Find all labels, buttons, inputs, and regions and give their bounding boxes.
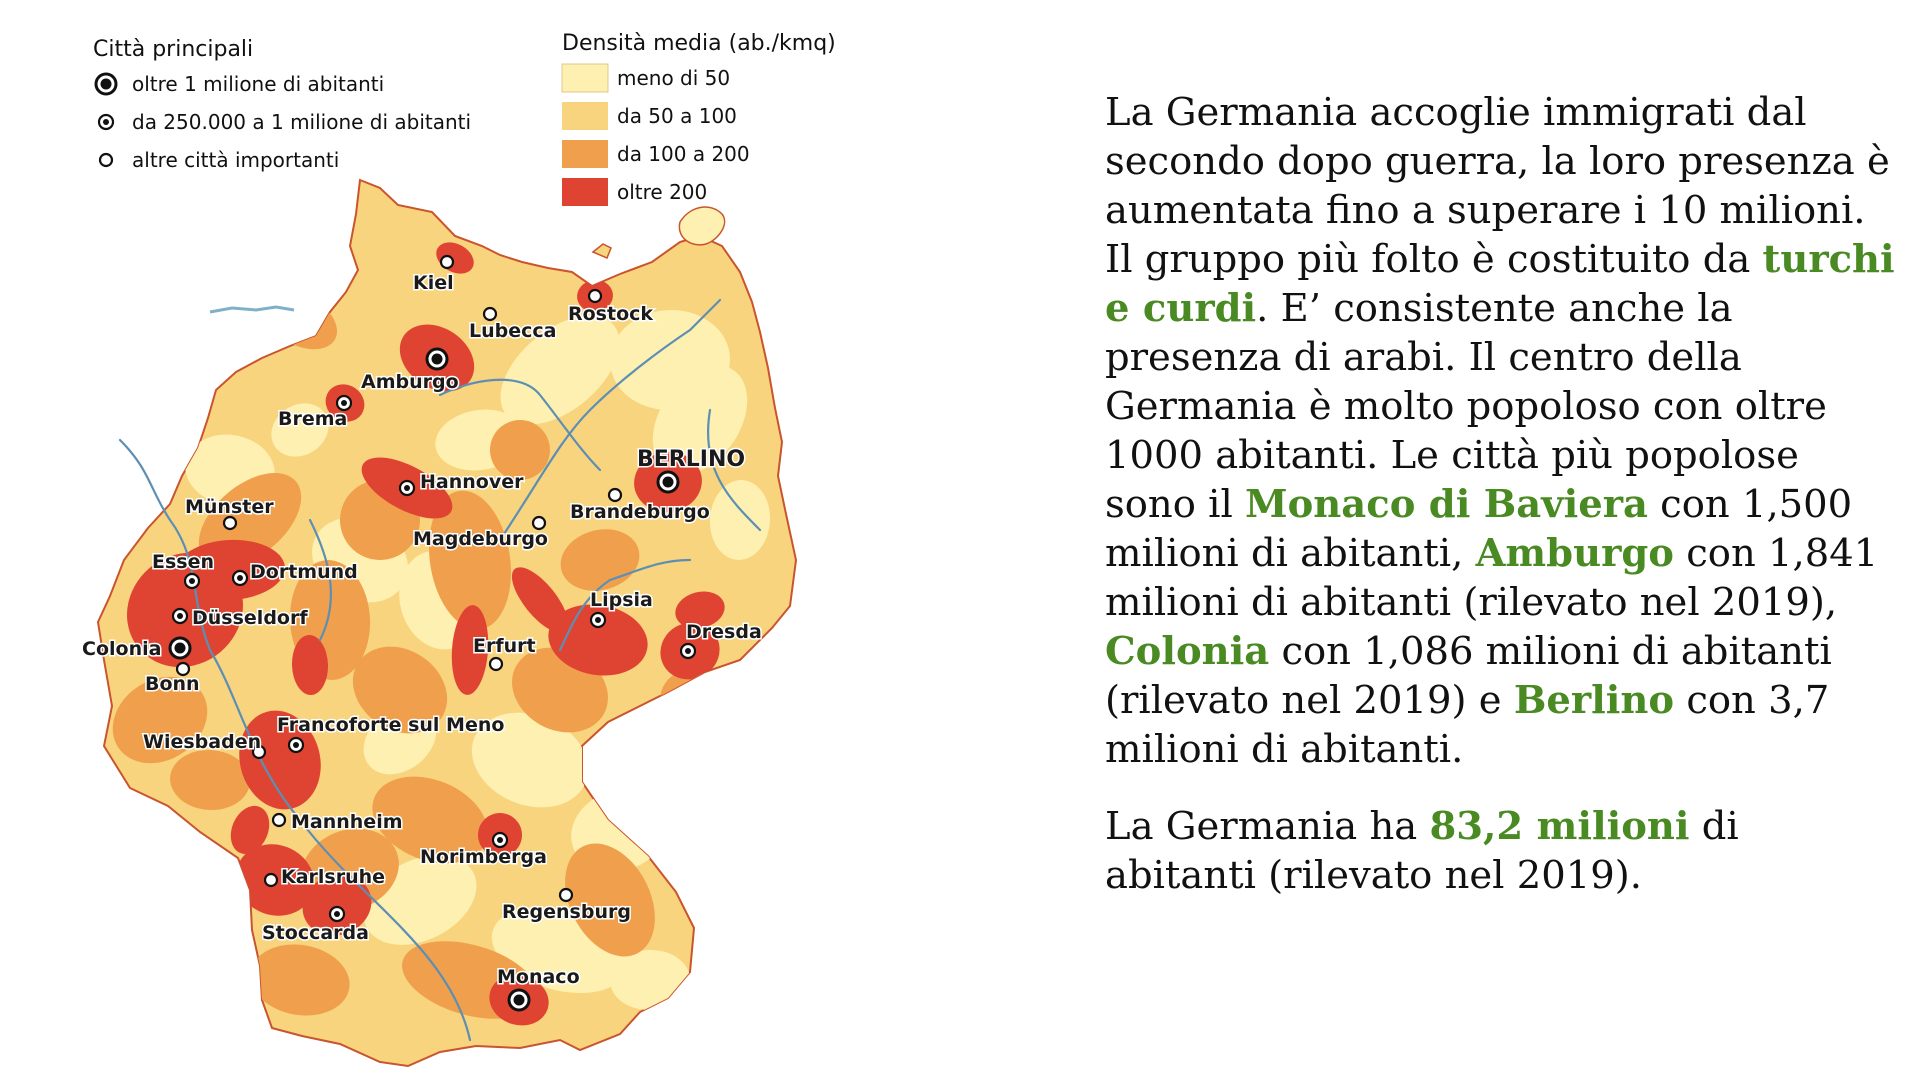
city-dusseldorf <box>173 607 308 629</box>
highlight-text: 83,2 milioni <box>1429 804 1690 849</box>
body-text: con 3,7 milioni di abitanti. <box>1105 678 1830 772</box>
legend-swatch-50-100 <box>562 102 608 130</box>
city-label-mannheim: Mannheim <box>291 811 403 833</box>
city-label-kiel: Kiel <box>413 272 454 294</box>
city-label-dortmund: Dortmund <box>250 561 358 583</box>
legend-density <box>562 31 836 206</box>
legend-cities-label-2: da 250.000 a 1 milione di abitanti <box>132 110 472 134</box>
city-label-dusseldorf: Düsseldorf <box>192 607 308 629</box>
city-label-hannover: Hannover <box>420 471 524 493</box>
city-label-berlino: BERLINO <box>637 447 746 472</box>
legend-cities-title: Città principali <box>93 37 254 62</box>
island-fehmarn <box>593 244 611 258</box>
body-text: di abitanti (rilevato nel 2019). <box>1105 804 1739 898</box>
city-label-francoforte: Francoforte sul Meno <box>277 714 505 736</box>
highlight-text: Amburgo <box>1475 531 1674 576</box>
legend-density-label-4: oltre 200 <box>617 180 708 204</box>
city-colonia <box>82 638 190 660</box>
legend-symbol-major <box>99 115 113 129</box>
description-panel <box>1105 88 1895 928</box>
city-label-lipsia: Lipsia <box>590 589 653 611</box>
city-label-bonn: Bonn <box>145 673 200 695</box>
legend-cities <box>93 37 471 172</box>
body-text: con 1,086 milioni di abitanti (rilevato nel 2019) e <box>1105 629 1832 723</box>
legend-density-label-3: da 100 a 200 <box>617 142 750 166</box>
legend-density-label-2: da 50 a 100 <box>617 104 737 128</box>
city-label-monaco: Monaco <box>497 966 580 988</box>
body-text: La Germania accoglie immigrati dal secondo dopo guerra, la loro presenza è aumentata fino a superare i 10 milioni. Il gruppo più folto è costituito da <box>1105 90 1890 282</box>
legend-density-label-1: meno di 50 <box>617 66 731 90</box>
city-label-wiesbaden: Wiesbaden <box>143 731 262 753</box>
city-label-regensburg: Regensburg <box>502 901 631 923</box>
city-label-erfurt: Erfurt <box>473 635 536 657</box>
legend-swatch-100-200 <box>562 140 608 168</box>
city-label-magdeburgo: Magdeburgo <box>413 528 548 550</box>
city-label-stoccarda: Stoccarda <box>262 922 369 944</box>
body-text: con 1,841 milioni di abitanti (rilevato nel 2019), <box>1105 531 1879 625</box>
city-label-dresda: Dresda <box>686 621 762 643</box>
legend-symbol-minor <box>100 154 112 166</box>
body-text: La Germania ha <box>1105 804 1430 849</box>
body-text: con 1,500 milioni di abitanti, <box>1105 482 1853 576</box>
city-karlsruhe <box>265 866 385 888</box>
city-label-amburgo: Amburgo <box>361 371 459 393</box>
description-paragraph-1 <box>1105 88 1895 774</box>
city-label-norimberga: Norimberga <box>420 846 547 868</box>
city-dortmund <box>233 561 358 585</box>
city-label-colonia: Colonia <box>82 638 162 660</box>
legend-density-title: Densità media (ab./kmq) <box>562 31 836 56</box>
city-mannheim <box>273 811 403 833</box>
highlight-text: Colonia <box>1105 629 1270 674</box>
legend-cities-label-1: oltre 1 milione di abitanti <box>132 72 385 96</box>
island-frisian <box>210 307 294 312</box>
city-label-brema: Brema <box>278 408 348 430</box>
highlight-text: Berlino <box>1513 678 1675 723</box>
city-label-brandeburgo: Brandeburgo <box>570 501 710 523</box>
density-patch-mid-14 <box>599 729 681 792</box>
legend-cities-label-3: altre città importanti <box>132 148 340 172</box>
highlight-text: Monaco di Baviera <box>1245 482 1648 527</box>
city-label-karlsruhe: Karlsruhe <box>281 866 386 888</box>
island-ruegen <box>679 207 724 245</box>
city-label-essen: Essen <box>152 551 215 573</box>
legend-swatch-lt50 <box>562 64 608 92</box>
city-label-rostock: Rostock <box>568 303 654 325</box>
legend-swatch-gt200 <box>562 178 608 206</box>
legend-symbol-capital <box>96 74 116 94</box>
highlight-text: turchi e curdi <box>1105 237 1895 331</box>
city-label-lubecca: Lubecca <box>469 320 557 342</box>
description-paragraph-2 <box>1105 802 1895 900</box>
city-label-munster: Münster <box>185 496 274 518</box>
body-text: . E’ consistente anche la presenza di arabi. Il centro della Germania è molto popoloso con oltre 1000 abitanti. Le città più popolose sono il <box>1105 286 1827 527</box>
